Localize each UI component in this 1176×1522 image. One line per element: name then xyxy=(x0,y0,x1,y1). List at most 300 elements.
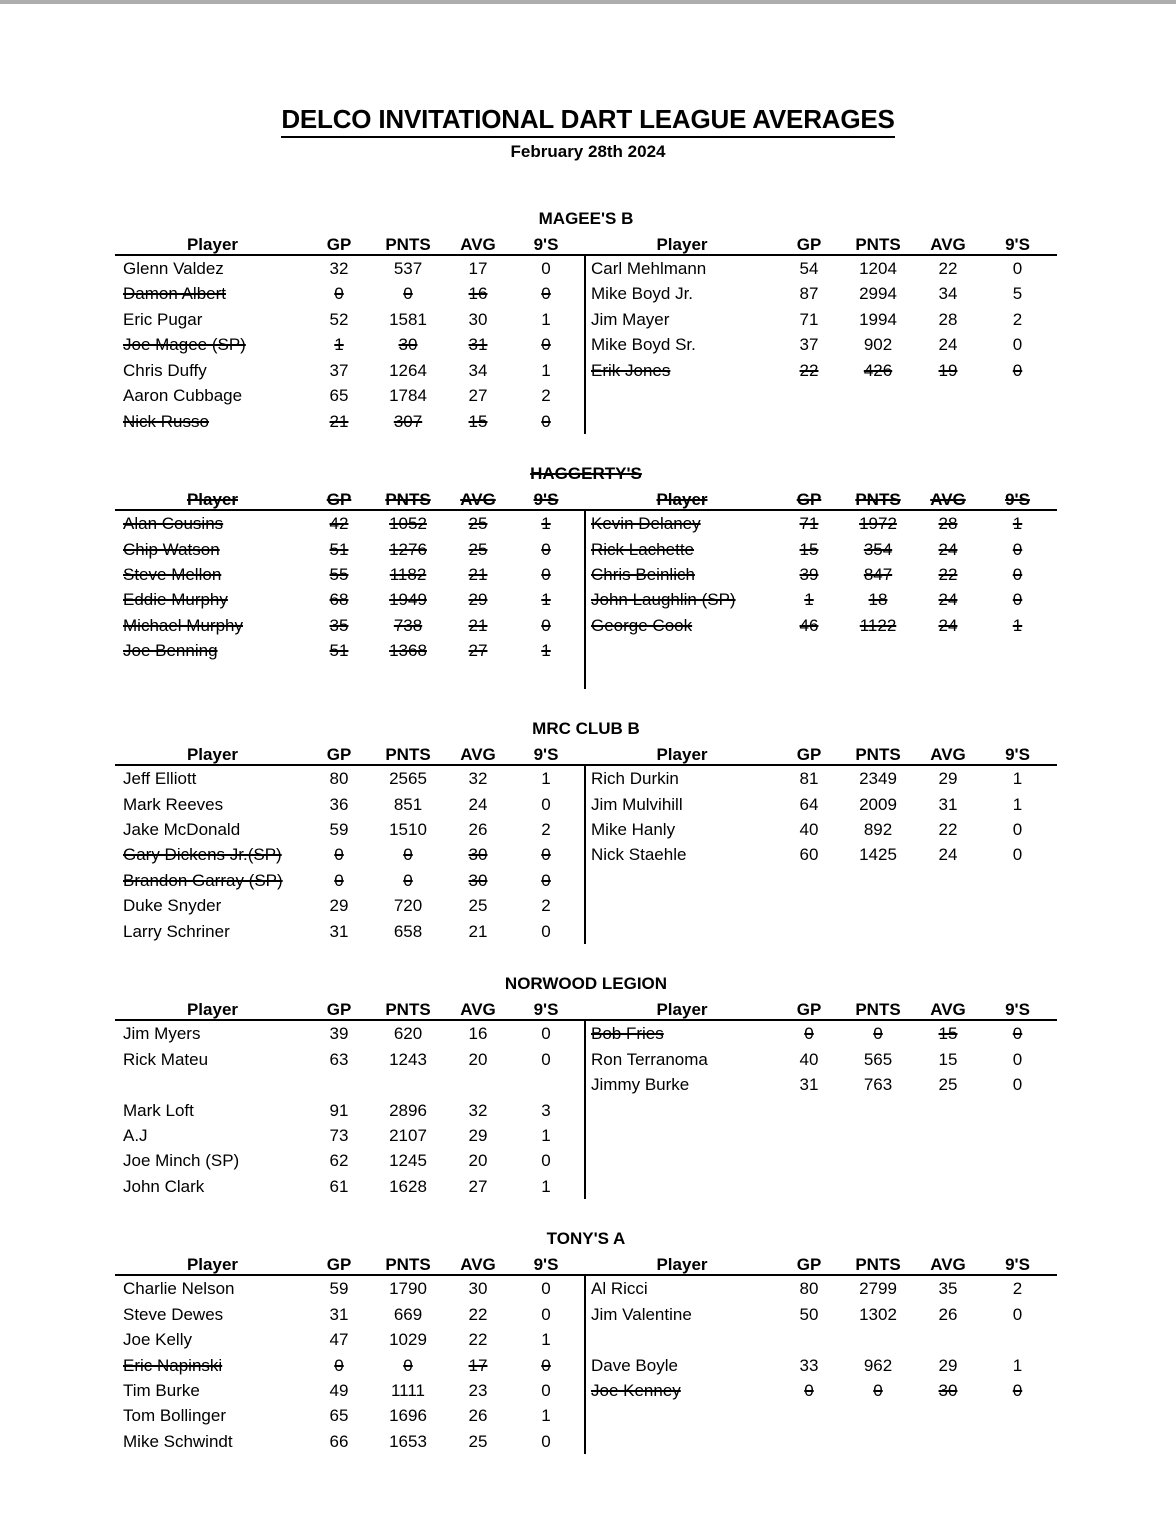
column-header: Player xyxy=(656,490,708,510)
gp-cell: 0 xyxy=(804,1381,814,1400)
player-name-cell: Alan Cousins xyxy=(123,514,224,534)
player-name-cell: Mike Hanly xyxy=(591,820,676,839)
team-name: HAGGERTY'S xyxy=(530,464,642,484)
left-table xyxy=(115,1276,584,1454)
player-name-cell: Joe Minch (SP) xyxy=(123,1151,240,1171)
pnts-cell: 1949 xyxy=(389,590,427,610)
nines-cell: 0 xyxy=(1012,845,1023,865)
avg-cell: 32 xyxy=(468,769,488,789)
right-table xyxy=(584,1021,1057,1199)
pnts-cell: 1784 xyxy=(389,386,427,406)
player-name-cell: Mike Schwindt xyxy=(123,1431,233,1451)
nines-cell: 1 xyxy=(541,309,551,329)
player-row xyxy=(115,1123,584,1148)
avg-cell: 29 xyxy=(938,769,958,789)
nines-cell: 2 xyxy=(541,820,551,839)
gp-cell: 21 xyxy=(329,411,349,431)
avg-cell: 23 xyxy=(468,1381,488,1400)
team-section-mrc-club-b xyxy=(115,719,1057,944)
player-name-cell: Rick Lachette xyxy=(591,539,694,559)
pnts-cell xyxy=(368,664,448,689)
pnts-cell: 1276 xyxy=(389,539,427,559)
gp-cell: 0 xyxy=(334,845,344,865)
pnts-cell: 1581 xyxy=(389,309,427,329)
pnts-cell: 902 xyxy=(863,335,893,355)
player-row xyxy=(586,332,1057,357)
pnts-cell: 658 xyxy=(393,921,423,941)
player-name-cell: Larry Schriner xyxy=(123,921,230,941)
player-row xyxy=(586,766,1057,791)
avg-cell: 24 xyxy=(938,539,958,559)
nines-cell: 0 xyxy=(1012,590,1023,610)
pnts-cell: 2799 xyxy=(859,1279,897,1299)
team-section-magee-s-b xyxy=(115,209,1057,434)
player-row xyxy=(115,332,584,357)
pnts-cell: 2349 xyxy=(859,769,897,789)
player-name-cell: George Cook xyxy=(591,615,693,635)
avg-cell: 31 xyxy=(468,335,488,355)
column-header: AVG xyxy=(930,1000,966,1020)
column-header: 9'S xyxy=(533,1000,559,1020)
column-header: AVG xyxy=(930,235,966,254)
player-row xyxy=(115,1148,584,1173)
column-header: PNTS xyxy=(855,1255,901,1275)
player-name-cell: Eddie Murphy xyxy=(123,590,228,610)
gp-cell: 63 xyxy=(329,1049,349,1069)
pnts-cell: 1122 xyxy=(859,615,897,635)
nines-cell: 0 xyxy=(541,539,551,559)
player-name-cell: Glenn Valdez xyxy=(123,259,224,278)
column-header: Player xyxy=(656,235,708,254)
player-row xyxy=(586,307,1057,332)
column-header: GP xyxy=(326,235,352,254)
player-row xyxy=(586,1276,1057,1301)
gp-cell: 73 xyxy=(329,1125,349,1145)
player-name-cell: Rich Durkin xyxy=(591,769,679,789)
player-row xyxy=(586,613,1057,638)
player-row xyxy=(586,842,1057,867)
column-header: 9'S xyxy=(1005,235,1030,254)
gp-cell: 71 xyxy=(799,514,819,534)
nines-cell xyxy=(508,664,584,689)
player-row xyxy=(115,511,584,536)
pnts-cell: 30 xyxy=(398,335,418,355)
right-table xyxy=(584,256,1057,434)
column-header: AVG xyxy=(460,745,496,765)
player-row xyxy=(115,1174,584,1199)
pnts-cell: 1628 xyxy=(389,1176,427,1196)
avg-cell: 30 xyxy=(468,845,488,865)
player-row xyxy=(115,868,584,893)
player-row xyxy=(115,1276,584,1301)
pnts-cell: 1368 xyxy=(389,641,427,661)
avg-cell: 15 xyxy=(938,1024,958,1044)
gp-cell: 54 xyxy=(799,259,819,278)
nines-cell: 1 xyxy=(541,769,551,789)
gp-cell: 47 xyxy=(329,1330,349,1350)
column-header: PNTS xyxy=(385,745,431,765)
nines-cell: 0 xyxy=(541,1279,551,1299)
avg-cell: 21 xyxy=(468,921,488,941)
player-row xyxy=(115,358,584,383)
table-header-row xyxy=(115,1255,1057,1276)
nines-cell: 1 xyxy=(541,641,551,661)
avg-cell: 28 xyxy=(938,309,958,329)
player-name-cell: Joe Magee (SP) xyxy=(123,335,246,355)
nines-cell: 0 xyxy=(541,1049,551,1069)
team-section-haggerty-s xyxy=(115,464,1057,689)
left-table xyxy=(115,511,584,689)
gp-cell: 46 xyxy=(799,615,819,635)
page-title: DELCO INVITATIONAL DART LEAGUE AVERAGES xyxy=(281,104,894,138)
column-header: Player xyxy=(656,1000,708,1020)
player-row xyxy=(115,562,584,587)
column-header: AVG xyxy=(930,745,966,765)
avg-cell: 25 xyxy=(468,514,488,534)
player-name-cell: Jimmy Burke xyxy=(591,1075,690,1095)
nines-cell: 2 xyxy=(1012,309,1023,329)
avg-cell: 30 xyxy=(468,870,488,890)
player-name-cell: Gary Dickens Jr.(SP) xyxy=(123,845,282,865)
gp-cell: 40 xyxy=(799,1049,819,1069)
avg-cell: 29 xyxy=(468,590,488,610)
player-name-cell: Steve Dewes xyxy=(123,1304,224,1324)
player-row xyxy=(115,1327,584,1352)
column-header: 9'S xyxy=(533,490,559,510)
page-title-wrap xyxy=(0,104,1176,138)
gp-cell: 87 xyxy=(799,284,819,304)
table-body xyxy=(115,1021,1057,1199)
column-header: AVG xyxy=(460,235,496,254)
pnts-cell: 1994 xyxy=(859,309,897,329)
scan-edge-bar xyxy=(0,0,1176,4)
pnts-cell: 1245 xyxy=(389,1151,427,1171)
nines-cell: 0 xyxy=(1012,360,1023,380)
nines-cell: 0 xyxy=(541,1024,551,1044)
player-row xyxy=(586,1047,1057,1072)
player-name-cell: Tom Bollinger xyxy=(123,1406,226,1426)
column-header: 9'S xyxy=(533,745,559,765)
nines-cell: 0 xyxy=(541,1381,551,1400)
player-name-cell: Chip Watson xyxy=(123,539,220,559)
player-name-cell xyxy=(586,1327,780,1352)
column-header: 9'S xyxy=(1005,1255,1030,1275)
player-name-cell: Joe Kelly xyxy=(123,1330,192,1350)
player-name-cell: Michael Murphy xyxy=(123,615,243,635)
player-name-cell: Jim Mayer xyxy=(591,309,670,329)
player-row xyxy=(586,1302,1057,1327)
nines-cell: 1 xyxy=(541,1125,551,1145)
player-name-cell: Dave Boyle xyxy=(591,1355,678,1375)
page-subtitle: February 28th 2024 xyxy=(510,142,666,161)
gp-cell: 37 xyxy=(329,360,349,380)
gp-cell: 40 xyxy=(799,820,819,839)
pnts-cell: 1243 xyxy=(389,1049,427,1069)
pnts-cell: 962 xyxy=(863,1355,893,1375)
nines-cell: 0 xyxy=(1012,335,1023,355)
player-name-cell: Jim Mulvihill xyxy=(591,794,683,814)
player-name-cell: Jim Myers xyxy=(123,1024,201,1044)
gp-cell: 80 xyxy=(799,1279,819,1299)
avg-cell xyxy=(448,664,508,689)
player-name-cell: Mike Boyd Sr. xyxy=(591,335,696,355)
pnts-cell: 620 xyxy=(393,1024,423,1044)
avg-cell: 22 xyxy=(468,1330,488,1350)
avg-cell: 21 xyxy=(468,564,488,584)
nines-cell: 2 xyxy=(541,386,551,406)
player-row xyxy=(115,281,584,306)
player-row xyxy=(115,817,584,842)
player-row xyxy=(115,409,584,434)
pnts-cell: 1111 xyxy=(390,1381,426,1400)
column-header: 9'S xyxy=(1005,490,1030,510)
player-row xyxy=(115,919,584,944)
pnts-cell: 1972 xyxy=(859,514,897,534)
avg-cell: 29 xyxy=(468,1125,488,1145)
table-header-row xyxy=(115,745,1057,766)
player-name-cell: Erik Jones xyxy=(591,360,671,380)
player-name-cell: Bob Fries xyxy=(591,1024,664,1044)
gp-cell: 55 xyxy=(329,564,349,584)
column-header: PNTS xyxy=(855,235,901,254)
player-row xyxy=(115,256,584,281)
pnts-cell: 1790 xyxy=(389,1279,427,1299)
column-header: 9'S xyxy=(1005,1000,1030,1020)
column-header: PNTS xyxy=(385,235,431,254)
avg-cell: 15 xyxy=(938,1049,958,1069)
pnts-cell: 763 xyxy=(863,1075,893,1095)
player-row xyxy=(115,1353,584,1378)
pnts-cell: 1182 xyxy=(389,564,427,584)
pnts-cell: 1425 xyxy=(859,845,897,865)
column-header: Player xyxy=(186,1255,239,1275)
avg-cell: 26 xyxy=(938,1304,958,1324)
player-name-cell: Nick Staehle xyxy=(591,845,687,865)
gp-cell xyxy=(310,1072,368,1097)
gp-cell: 51 xyxy=(329,539,349,559)
pnts-cell: 2896 xyxy=(389,1100,427,1120)
avg-cell: 24 xyxy=(938,335,958,355)
player-row xyxy=(586,1353,1057,1378)
player-row xyxy=(586,1378,1057,1403)
avg-cell: 27 xyxy=(468,386,488,406)
gp-cell: 0 xyxy=(334,1355,344,1375)
column-header: GP xyxy=(796,490,822,510)
gp-cell: 0 xyxy=(804,1024,814,1044)
gp-cell: 0 xyxy=(334,284,344,304)
column-header: 9'S xyxy=(1005,745,1030,765)
column-header: PNTS xyxy=(855,1000,901,1020)
player-row xyxy=(115,1098,584,1123)
nines-cell: 1 xyxy=(541,1406,551,1426)
player-row xyxy=(115,1403,584,1428)
avg-cell: 17 xyxy=(468,1355,488,1375)
player-row xyxy=(115,587,584,612)
column-header: Player xyxy=(186,745,239,765)
left-table xyxy=(115,766,584,944)
player-name-cell: Nick Russo xyxy=(123,411,209,431)
nines-cell: 0 xyxy=(541,335,551,355)
player-row xyxy=(586,281,1057,306)
nines-cell: 2 xyxy=(541,896,551,916)
pnts-cell: 0 xyxy=(403,845,413,865)
player-name-cell: Chris Duffy xyxy=(123,360,207,380)
avg-cell: 30 xyxy=(938,1381,958,1400)
column-header: AVG xyxy=(460,490,496,510)
nines-cell: 0 xyxy=(541,921,551,941)
pnts-cell: 669 xyxy=(393,1304,423,1324)
player-row xyxy=(115,1429,584,1454)
pnts-cell: 2107 xyxy=(389,1125,427,1145)
pnts-cell: 0 xyxy=(873,1381,883,1400)
player-row xyxy=(115,1302,584,1327)
player-name-cell: Joe Benning xyxy=(123,641,218,661)
pnts-cell: 1204 xyxy=(859,259,897,278)
player-row xyxy=(586,1021,1057,1046)
player-row xyxy=(115,1378,584,1403)
right-table xyxy=(584,766,1057,944)
player-row xyxy=(115,383,584,408)
pnts-cell: 537 xyxy=(393,259,423,278)
right-table xyxy=(584,1276,1057,1454)
player-name-cell: Mark Reeves xyxy=(123,794,224,814)
gp-cell: 31 xyxy=(329,921,349,941)
avg-cell: 22 xyxy=(938,564,958,584)
gp-cell: 52 xyxy=(329,309,349,329)
player-name-cell: Eric Napinski xyxy=(123,1355,223,1375)
nines-cell: 0 xyxy=(541,794,551,814)
player-row xyxy=(586,1327,1057,1352)
gp-cell: 15 xyxy=(799,539,819,559)
player-name-cell: Eric Pugar xyxy=(123,309,203,329)
nines-cell: 5 xyxy=(1012,284,1023,304)
avg-cell xyxy=(448,1072,508,1097)
player-name-cell xyxy=(115,664,310,689)
gp-cell: 32 xyxy=(329,259,349,278)
avg-cell: 24 xyxy=(938,615,958,635)
nines-cell: 0 xyxy=(1012,1024,1023,1044)
player-name-cell: Rick Mateu xyxy=(123,1049,209,1069)
pnts-cell: 847 xyxy=(863,564,893,584)
nines-cell: 0 xyxy=(541,615,551,635)
gp-cell: 68 xyxy=(329,590,349,610)
nines-cell: 0 xyxy=(541,1304,551,1324)
gp-cell: 39 xyxy=(799,564,819,584)
nines-cell: 1 xyxy=(1012,1355,1023,1375)
player-name-cell: John Clark xyxy=(123,1176,205,1196)
player-row xyxy=(115,537,584,562)
gp-cell: 49 xyxy=(329,1381,349,1400)
gp-cell xyxy=(310,664,368,689)
column-header: 9'S xyxy=(533,1255,559,1275)
team-name: NORWOOD LEGION xyxy=(504,974,668,994)
nines-cell: 1 xyxy=(541,1330,551,1350)
pnts-cell: 307 xyxy=(393,411,423,431)
sections-container xyxy=(115,209,1057,1454)
nines-cell: 0 xyxy=(541,564,551,584)
gp-cell: 80 xyxy=(329,769,349,789)
avg-cell: 32 xyxy=(468,1100,488,1120)
avg-cell: 22 xyxy=(468,1304,488,1324)
pnts-cell: 1653 xyxy=(389,1431,427,1451)
nines-cell: 0 xyxy=(1012,259,1023,278)
column-header: GP xyxy=(326,490,352,510)
avg-cell: 22 xyxy=(938,820,958,839)
nines-cell: 1 xyxy=(1012,794,1023,814)
pnts-cell: 354 xyxy=(863,539,893,559)
player-row xyxy=(586,1072,1057,1097)
avg-cell: 29 xyxy=(938,1355,958,1375)
player-name-cell: Chris Beinlich xyxy=(591,564,695,584)
player-row xyxy=(115,1072,584,1097)
gp-cell: 31 xyxy=(799,1075,819,1095)
column-header: GP xyxy=(796,1000,822,1020)
pnts-cell: 0 xyxy=(403,284,413,304)
player-name-cell: Mark Loft xyxy=(123,1100,194,1120)
team-section-norwood-legion xyxy=(115,974,1057,1199)
table-body xyxy=(115,511,1057,689)
nines-cell: 0 xyxy=(541,845,551,865)
avg-cell: 27 xyxy=(468,1176,488,1196)
avg-cell: 35 xyxy=(938,1279,958,1299)
nines-cell: 1 xyxy=(1012,615,1023,635)
avg-cell: 16 xyxy=(468,1024,488,1044)
nines-cell: 0 xyxy=(1012,1304,1023,1324)
player-name-cell: Tim Burke xyxy=(123,1381,200,1400)
pnts-cell: 738 xyxy=(393,615,423,635)
nines-cell: 1 xyxy=(541,1176,551,1196)
team-section-tony-s-a xyxy=(115,1229,1057,1454)
player-row xyxy=(115,638,584,663)
table-header-row xyxy=(115,1000,1057,1021)
gp-cell: 66 xyxy=(329,1431,349,1451)
nines-cell: 0 xyxy=(541,259,551,278)
player-name-cell: Charlie Nelson xyxy=(123,1279,235,1299)
column-header: PNTS xyxy=(855,490,901,510)
avg-cell: 27 xyxy=(468,641,488,661)
player-name-cell: A.J xyxy=(123,1125,148,1145)
column-header: 9'S xyxy=(533,235,559,254)
nines-cell: 1 xyxy=(1012,769,1023,789)
player-row xyxy=(586,256,1057,281)
avg-cell: 16 xyxy=(468,284,488,304)
gp-cell: 59 xyxy=(329,820,349,839)
avg-cell: 28 xyxy=(938,514,958,534)
player-row xyxy=(586,537,1057,562)
pnts-cell: 0 xyxy=(873,1024,883,1044)
avg-cell: 24 xyxy=(938,590,958,610)
avg-cell: 25 xyxy=(938,1075,958,1095)
column-header: PNTS xyxy=(385,1255,431,1275)
avg-cell: 26 xyxy=(468,820,488,839)
player-name-cell: Jake McDonald xyxy=(123,820,241,839)
player-name-cell: Kevin Delaney xyxy=(591,514,701,534)
avg-cell: 25 xyxy=(468,539,488,559)
column-header: Player xyxy=(186,235,239,254)
pnts-cell: 851 xyxy=(393,794,423,814)
nines-cell: 0 xyxy=(541,1151,551,1171)
gp-cell: 59 xyxy=(329,1279,349,1299)
table-header-row xyxy=(115,490,1057,511)
column-header: AVG xyxy=(930,490,966,510)
pnts-cell: 18 xyxy=(868,590,888,610)
nines-cell: 0 xyxy=(541,411,551,431)
gp-cell: 61 xyxy=(329,1176,349,1196)
avg-cell: 30 xyxy=(468,1279,488,1299)
column-header: PNTS xyxy=(385,490,431,510)
player-row xyxy=(115,664,584,689)
player-row xyxy=(115,1021,584,1046)
